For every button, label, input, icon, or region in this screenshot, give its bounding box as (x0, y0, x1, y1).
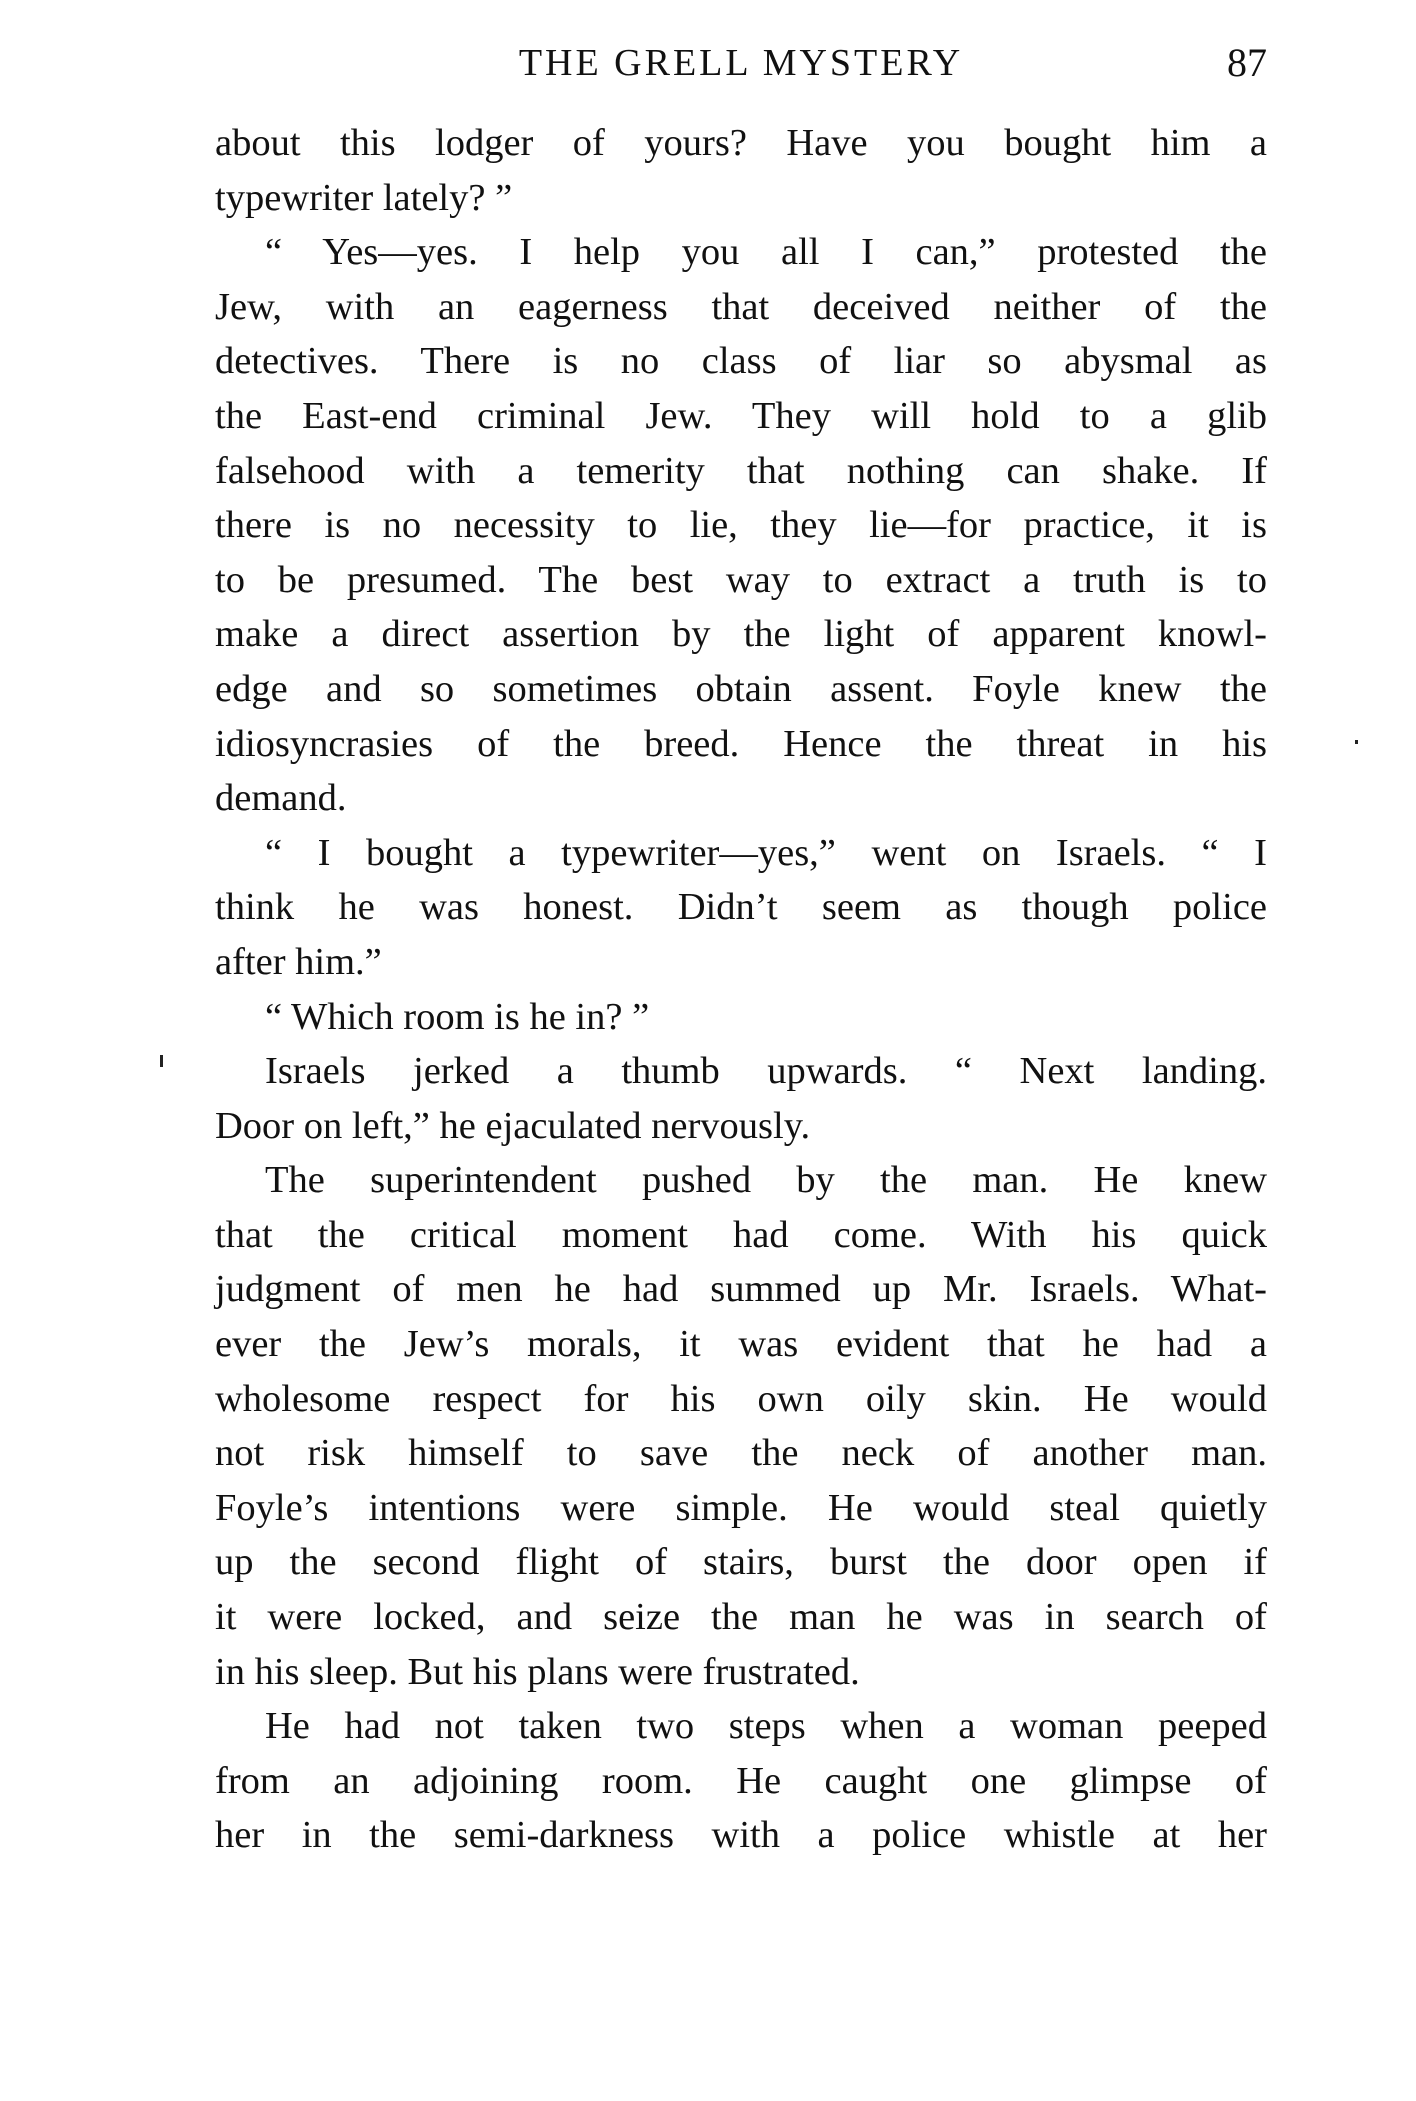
text-line: that the critical moment had come. With his quick (215, 1213, 1267, 1256)
text-line: detectives. There is no class of liar so abysmal as (215, 340, 1267, 383)
text-line: think he was honest. Didn’t seem as though police (215, 886, 1267, 929)
text-line: ever the Jew’s morals, it was evident that he had a (215, 1323, 1267, 1366)
text-line: demand. (215, 777, 347, 820)
text-line: in his sleep. But his plans were frustrated. (215, 1650, 860, 1693)
text-line: there is no necessity to lie, they lie—for practice, it is (215, 504, 1267, 547)
stray-ink-mark (160, 1055, 163, 1067)
text-line: Foyle’s intentions were simple. He would steal quietly (215, 1486, 1267, 1529)
text-line: judgment of men he had summed up Mr. Israels. What- (215, 1268, 1267, 1311)
text-line: typewriter lately? ” (215, 176, 513, 219)
text-line: Jew, with an eagerness that deceived neither of the (215, 285, 1267, 328)
text-line: about this lodger of yours? Have you bought him a (215, 122, 1267, 164)
text-line: to be presumed. The best way to extract a truth is to (215, 558, 1267, 601)
text-line: the East-end criminal Jew. They will hold to a glib (215, 394, 1267, 437)
text-line: idiosyncrasies of the breed. Hence the threat in his (215, 722, 1267, 765)
text-line: He had not taken two steps when a woman peeped (265, 1705, 1267, 1748)
text-line: up the second flight of stairs, burst the door open if (215, 1541, 1267, 1584)
text-line: falsehood with a temerity that nothing can shake. If (215, 449, 1267, 492)
text-line: her in the semi-darkness with a police whistle at her (215, 1814, 1267, 1857)
text-line: “ Yes—yes. I help you all I can,” protested the (265, 231, 1267, 274)
page-number: 87 (1227, 40, 1267, 85)
text-line: The superintendent pushed by the man. He knew (265, 1159, 1267, 1202)
text-line: wholesome respect for his own oily skin. He would (215, 1377, 1267, 1420)
text-line: after him.” (215, 940, 382, 983)
text-line: make a direct assertion by the light of apparent knowl- (215, 613, 1267, 656)
text-line: edge and so sometimes obtain assent. Foyle knew the (215, 667, 1267, 710)
text-line: it were locked, and seize the man he was in search of (215, 1596, 1267, 1639)
running-head (215, 38, 1267, 88)
text-line: Door on left,” he ejaculated nervously. (215, 1104, 811, 1147)
running-title: THE GRELL MYSTERY (518, 42, 964, 84)
text-line: “ I bought a typewriter—yes,” went on Israels. “ I (265, 831, 1267, 874)
body-text (215, 116, 1267, 1863)
text-line: not risk himself to save the neck of another man. (215, 1432, 1267, 1475)
text-line: from an adjoining room. He caught one glimpse of (215, 1759, 1267, 1802)
text-line: “ Which room is he in? ” (265, 995, 650, 1038)
text-line: Israels jerked a thumb upwards. “ Next landing. (265, 1050, 1267, 1093)
stray-ink-mark (1355, 740, 1358, 744)
